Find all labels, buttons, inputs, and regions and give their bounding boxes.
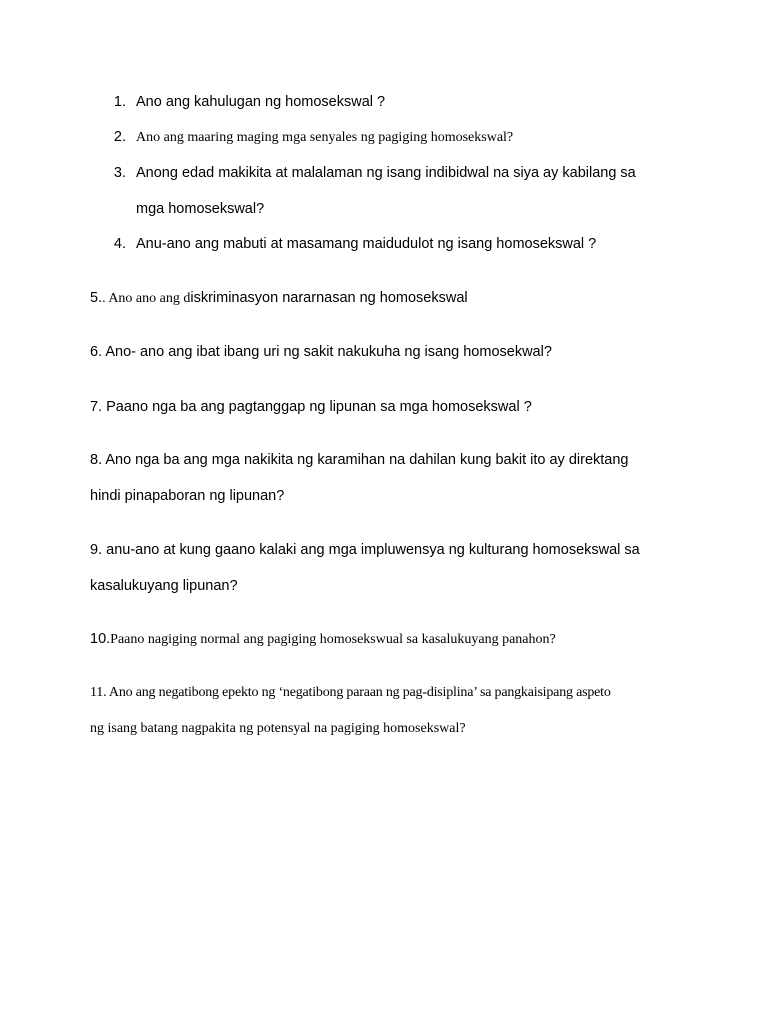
question-4-text: Anu-ano ang mabuti at masamang maidudulot ng isang homosekswal ? <box>136 236 597 252</box>
question-5-number: 5. <box>90 290 103 306</box>
question-11 <box>90 684 611 702</box>
question-9 <box>90 541 640 559</box>
list-number-3: 3. <box>113 165 126 181</box>
question-5 <box>90 289 468 308</box>
question-6-number: 6. <box>90 344 103 360</box>
question-8 <box>90 451 628 469</box>
question-8-text: Ano nga ba ang mga nakikita ng karamihan na dahilan kung bakit ito ay direktang <box>105 452 629 468</box>
question-2-text: Ano ang maaring maging mga senyales ng pagiging homosekswal? <box>136 130 514 145</box>
question-6-text: Ano- ano ang ibat ibang uri ng sakit nakukuha ng isang homosekwal? <box>105 344 552 360</box>
question-11-text-continued: ng isang batang nagpakita ng potensyal na pagiging homosekswal? <box>90 721 466 736</box>
question-10-text: Paano nagiging normal ang pagiging homosekswual sa kasalukuyang panahon? <box>110 632 556 647</box>
question-7-number: 7. <box>90 399 103 415</box>
question-6 <box>90 343 552 361</box>
question-7 <box>90 398 532 416</box>
list-number-4: 4. <box>113 236 126 252</box>
question-11-number: 11. <box>90 685 107 700</box>
question-8-text-continued: hindi pinapaboran ng lipunan? <box>90 488 285 504</box>
question-10 <box>90 630 556 649</box>
list-number-1: 1. <box>113 94 126 110</box>
question-3-text: Anong edad makikita at malalaman ng isang indibidwal na siya ay kabilang sa <box>136 165 636 181</box>
question-9-text: anu-ano at kung gaano kalaki ang mga impluwensya ng kulturang homosekswal sa <box>106 542 640 558</box>
question-10-number: 10. <box>90 631 111 647</box>
question-11-text: Ano ang negatibong epekto ng ‘negatibong paraan ng pag-disiplina’ sa pangkaisipang aspeto <box>106 685 611 700</box>
question-9-text-continued: kasalukuyang lipunan? <box>90 578 238 594</box>
question-5-text: iskriminasyon nararnasan ng homosekswal <box>190 290 468 306</box>
question-5-prefix: . Ano ano ang d <box>102 291 191 306</box>
question-7-text: Paano nga ba ang pagtanggap ng lipunan sa mga homosekswal ? <box>106 399 532 415</box>
question-1-text: Ano ang kahulugan ng homosekswal ? <box>136 94 386 110</box>
question-8-number: 8. <box>90 452 103 468</box>
question-9-number: 9. <box>90 542 103 558</box>
list-number-2: 2. <box>113 129 126 145</box>
question-3-text-continued: mga homosekswal? <box>136 201 265 217</box>
